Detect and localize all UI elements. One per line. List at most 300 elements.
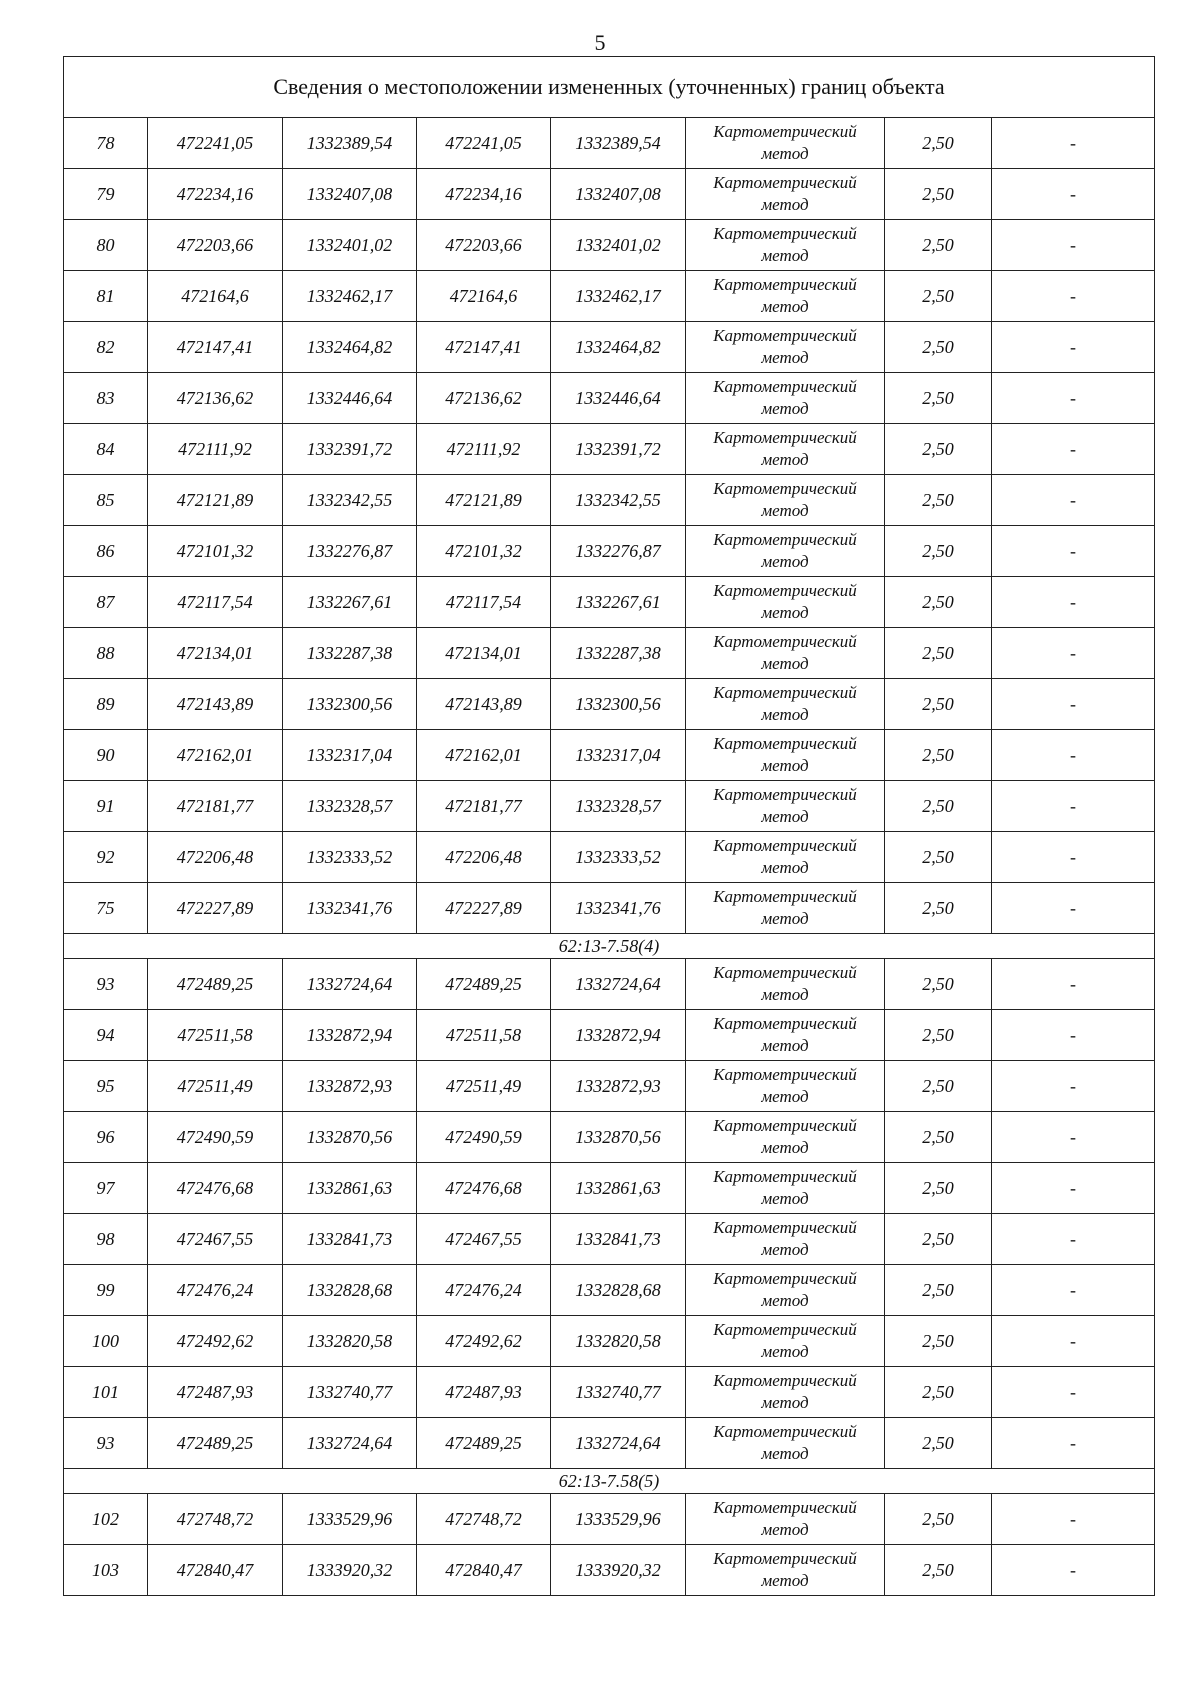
note-cell: - [992, 169, 1155, 220]
new-y-cell: 1332341,76 [551, 883, 686, 934]
method-cell [686, 220, 885, 271]
old-y-cell: 1332462,17 [283, 271, 417, 322]
old-x-cell: 472467,55 [148, 1214, 283, 1265]
old-y-cell: 1332389,54 [283, 118, 417, 169]
old-y-cell: 1332724,64 [283, 959, 417, 1010]
table-row [64, 526, 1155, 577]
method-line1: Картометрический [713, 479, 857, 498]
old-y-cell: 1332300,56 [283, 679, 417, 730]
method-line2: метод [761, 348, 809, 367]
old-x-cell: 472511,49 [148, 1061, 283, 1112]
new-y-cell: 1332820,58 [551, 1316, 686, 1367]
point-number-cell: 78 [64, 118, 148, 169]
method-line2: метод [761, 399, 809, 418]
old-x-cell: 472489,25 [148, 1418, 283, 1469]
note-cell: - [992, 781, 1155, 832]
method-line2: метод [761, 1444, 809, 1463]
new-y-cell: 1332328,57 [551, 781, 686, 832]
accuracy-cell: 2,50 [885, 679, 992, 730]
method-cell [686, 730, 885, 781]
point-number-cell: 89 [64, 679, 148, 730]
method-line1: Картометрический [713, 122, 857, 141]
accuracy-cell: 2,50 [885, 781, 992, 832]
new-y-cell: 1332464,82 [551, 322, 686, 373]
method-line2: метод [761, 1189, 809, 1208]
method-cell [686, 475, 885, 526]
method-cell [686, 1367, 885, 1418]
accuracy-cell: 2,50 [885, 1265, 992, 1316]
accuracy-cell: 2,50 [885, 832, 992, 883]
method-line1: Картометрический [713, 734, 857, 753]
method-line2: метод [761, 1138, 809, 1157]
new-y-cell: 1332724,64 [551, 959, 686, 1010]
new-x-cell: 472121,89 [417, 475, 551, 526]
accuracy-cell: 2,50 [885, 118, 992, 169]
old-x-cell: 472206,48 [148, 832, 283, 883]
old-x-cell: 472121,89 [148, 475, 283, 526]
new-y-cell: 1332401,02 [551, 220, 686, 271]
note-cell: - [992, 1163, 1155, 1214]
point-number-cell: 102 [64, 1494, 148, 1545]
accuracy-cell: 2,50 [885, 322, 992, 373]
boundary-coordinates-table [63, 56, 1155, 1596]
note-cell: - [992, 1367, 1155, 1418]
table-row [64, 475, 1155, 526]
method-cell [686, 169, 885, 220]
old-x-cell: 472162,01 [148, 730, 283, 781]
new-y-cell: 1332333,52 [551, 832, 686, 883]
table-row [64, 1418, 1155, 1469]
old-y-cell: 1332872,94 [283, 1010, 417, 1061]
accuracy-cell: 2,50 [885, 1418, 992, 1469]
method-line2: метод [761, 1240, 809, 1259]
new-y-cell: 1332446,64 [551, 373, 686, 424]
old-x-cell: 472476,24 [148, 1265, 283, 1316]
accuracy-cell: 2,50 [885, 169, 992, 220]
method-line1: Картометрический [713, 785, 857, 804]
old-y-cell: 1332342,55 [283, 475, 417, 526]
accuracy-cell: 2,50 [885, 271, 992, 322]
old-x-cell: 472117,54 [148, 577, 283, 628]
accuracy-cell: 2,50 [885, 1010, 992, 1061]
point-number-cell: 88 [64, 628, 148, 679]
new-x-cell: 472164,6 [417, 271, 551, 322]
old-y-cell: 1332391,72 [283, 424, 417, 475]
new-x-cell: 472162,01 [417, 730, 551, 781]
point-number-cell: 90 [64, 730, 148, 781]
section-label: 62:13-7.58(5) [64, 1469, 1155, 1494]
accuracy-cell: 2,50 [885, 1214, 992, 1265]
table-row [64, 883, 1155, 934]
method-cell [686, 679, 885, 730]
method-line1: Картометрический [713, 1116, 857, 1135]
accuracy-cell: 2,50 [885, 373, 992, 424]
new-x-cell: 472490,59 [417, 1112, 551, 1163]
method-line2: метод [761, 297, 809, 316]
method-line1: Картометрический [713, 963, 857, 982]
method-cell [686, 526, 885, 577]
point-number-cell: 101 [64, 1367, 148, 1418]
new-x-cell: 472489,25 [417, 1418, 551, 1469]
old-y-cell: 1332276,87 [283, 526, 417, 577]
new-y-cell: 1332870,56 [551, 1112, 686, 1163]
new-y-cell: 1332389,54 [551, 118, 686, 169]
old-x-cell: 472227,89 [148, 883, 283, 934]
accuracy-cell: 2,50 [885, 730, 992, 781]
note-cell: - [992, 1112, 1155, 1163]
table-row [64, 169, 1155, 220]
old-y-cell: 1333920,32 [283, 1545, 417, 1596]
note-cell: - [992, 959, 1155, 1010]
method-line2: метод [761, 1393, 809, 1412]
note-cell: - [992, 526, 1155, 577]
table-row [64, 220, 1155, 271]
new-x-cell: 472241,05 [417, 118, 551, 169]
point-number-cell: 95 [64, 1061, 148, 1112]
new-x-cell: 472147,41 [417, 322, 551, 373]
old-x-cell: 472234,16 [148, 169, 283, 220]
table-row [64, 118, 1155, 169]
old-y-cell: 1332401,02 [283, 220, 417, 271]
method-line1: Картометрический [713, 326, 857, 345]
method-line1: Картометрический [713, 836, 857, 855]
old-x-cell: 472143,89 [148, 679, 283, 730]
accuracy-cell: 2,50 [885, 1367, 992, 1418]
method-line1: Картометрический [713, 1269, 857, 1288]
old-x-cell: 472181,77 [148, 781, 283, 832]
accuracy-cell: 2,50 [885, 1494, 992, 1545]
method-cell [686, 1163, 885, 1214]
new-x-cell: 472117,54 [417, 577, 551, 628]
old-y-cell: 1332333,52 [283, 832, 417, 883]
method-line1: Картометрический [713, 377, 857, 396]
new-y-cell: 1332828,68 [551, 1265, 686, 1316]
new-x-cell: 472234,16 [417, 169, 551, 220]
old-y-cell: 1332870,56 [283, 1112, 417, 1163]
note-cell: - [992, 1265, 1155, 1316]
new-x-cell: 472489,25 [417, 959, 551, 1010]
table-row [64, 1316, 1155, 1367]
boundary-table-container [63, 56, 1154, 1596]
new-y-cell: 1333920,32 [551, 1545, 686, 1596]
accuracy-cell: 2,50 [885, 883, 992, 934]
old-x-cell: 472136,62 [148, 373, 283, 424]
new-x-cell: 472840,47 [417, 1545, 551, 1596]
point-number-cell: 96 [64, 1112, 148, 1163]
method-line2: метод [761, 144, 809, 163]
old-y-cell: 1332317,04 [283, 730, 417, 781]
table-row [64, 730, 1155, 781]
accuracy-cell: 2,50 [885, 220, 992, 271]
old-y-cell: 1332287,38 [283, 628, 417, 679]
accuracy-cell: 2,50 [885, 475, 992, 526]
old-x-cell: 472203,66 [148, 220, 283, 271]
method-cell [686, 781, 885, 832]
new-y-cell: 1332287,38 [551, 628, 686, 679]
accuracy-cell: 2,50 [885, 959, 992, 1010]
point-number-cell: 100 [64, 1316, 148, 1367]
new-y-cell: 1332276,87 [551, 526, 686, 577]
new-x-cell: 472206,48 [417, 832, 551, 883]
section-label: 62:13-7.58(4) [64, 934, 1155, 959]
method-line2: метод [761, 909, 809, 928]
point-number-cell: 84 [64, 424, 148, 475]
new-x-cell: 472511,58 [417, 1010, 551, 1061]
point-number-cell: 80 [64, 220, 148, 271]
method-line1: Картометрический [713, 887, 857, 906]
method-line1: Картометрический [713, 1014, 857, 1033]
method-line1: Картометрический [713, 275, 857, 294]
old-x-cell: 472489,25 [148, 959, 283, 1010]
note-cell: - [992, 679, 1155, 730]
new-x-cell: 472111,92 [417, 424, 551, 475]
new-y-cell: 1332407,08 [551, 169, 686, 220]
accuracy-cell: 2,50 [885, 424, 992, 475]
point-number-cell: 103 [64, 1545, 148, 1596]
table-row [64, 1367, 1155, 1418]
method-cell [686, 1214, 885, 1265]
method-line2: метод [761, 195, 809, 214]
new-y-cell: 1332841,73 [551, 1214, 686, 1265]
method-line1: Картометрический [713, 1320, 857, 1339]
note-cell: - [992, 1010, 1155, 1061]
old-y-cell: 1332724,64 [283, 1418, 417, 1469]
accuracy-cell: 2,50 [885, 577, 992, 628]
table-row [64, 832, 1155, 883]
old-x-cell: 472241,05 [148, 118, 283, 169]
accuracy-cell: 2,50 [885, 1316, 992, 1367]
method-line1: Картометрический [713, 683, 857, 702]
method-line2: метод [761, 807, 809, 826]
old-y-cell: 1332828,68 [283, 1265, 417, 1316]
new-x-cell: 472476,24 [417, 1265, 551, 1316]
method-line2: метод [761, 1087, 809, 1106]
old-y-cell: 1332841,73 [283, 1214, 417, 1265]
table-row [64, 679, 1155, 730]
accuracy-cell: 2,50 [885, 1545, 992, 1596]
old-y-cell: 1332328,57 [283, 781, 417, 832]
method-line2: метод [761, 985, 809, 1004]
old-x-cell: 472101,32 [148, 526, 283, 577]
point-number-cell: 91 [64, 781, 148, 832]
note-cell: - [992, 1316, 1155, 1367]
new-y-cell: 1332740,77 [551, 1367, 686, 1418]
old-y-cell: 1332872,93 [283, 1061, 417, 1112]
method-cell [686, 1265, 885, 1316]
note-cell: - [992, 373, 1155, 424]
note-cell: - [992, 322, 1155, 373]
section-row [64, 934, 1155, 959]
old-y-cell: 1332341,76 [283, 883, 417, 934]
method-line2: метод [761, 654, 809, 673]
method-cell [686, 1545, 885, 1596]
point-number-cell: 85 [64, 475, 148, 526]
method-cell [686, 1112, 885, 1163]
method-cell [686, 271, 885, 322]
new-y-cell: 1332391,72 [551, 424, 686, 475]
method-line1: Картометрический [713, 1422, 857, 1441]
table-row [64, 1545, 1155, 1596]
point-number-cell: 87 [64, 577, 148, 628]
method-line1: Картометрический [713, 428, 857, 447]
table-row [64, 1112, 1155, 1163]
new-x-cell: 472511,49 [417, 1061, 551, 1112]
note-cell: - [992, 1494, 1155, 1545]
old-x-cell: 472147,41 [148, 322, 283, 373]
point-number-cell: 79 [64, 169, 148, 220]
point-number-cell: 83 [64, 373, 148, 424]
note-cell: - [992, 271, 1155, 322]
method-line2: метод [761, 1342, 809, 1361]
new-x-cell: 472487,93 [417, 1367, 551, 1418]
old-y-cell: 1332267,61 [283, 577, 417, 628]
method-line1: Картометрический [713, 224, 857, 243]
table-row [64, 1163, 1155, 1214]
new-y-cell: 1332872,93 [551, 1061, 686, 1112]
method-line1: Картометрический [713, 1218, 857, 1237]
new-y-cell: 1332300,56 [551, 679, 686, 730]
table-row [64, 1061, 1155, 1112]
method-line2: метод [761, 552, 809, 571]
new-x-cell: 472143,89 [417, 679, 551, 730]
new-x-cell: 472203,66 [417, 220, 551, 271]
point-number-cell: 92 [64, 832, 148, 883]
table-row [64, 1214, 1155, 1265]
method-line2: метод [761, 450, 809, 469]
old-x-cell: 472748,72 [148, 1494, 283, 1545]
old-x-cell: 472487,93 [148, 1367, 283, 1418]
accuracy-cell: 2,50 [885, 1061, 992, 1112]
old-y-cell: 1332446,64 [283, 373, 417, 424]
table-row [64, 1494, 1155, 1545]
method-line2: метод [761, 1520, 809, 1539]
note-cell: - [992, 1214, 1155, 1265]
point-number-cell: 75 [64, 883, 148, 934]
method-cell [686, 424, 885, 475]
table-row [64, 424, 1155, 475]
section-row [64, 1469, 1155, 1494]
method-line2: метод [761, 246, 809, 265]
method-line1: Картометрический [713, 1167, 857, 1186]
method-line1: Картометрический [713, 173, 857, 192]
new-y-cell: 1332872,94 [551, 1010, 686, 1061]
old-x-cell: 472164,6 [148, 271, 283, 322]
new-y-cell: 1332317,04 [551, 730, 686, 781]
point-number-cell: 99 [64, 1265, 148, 1316]
method-line1: Картометрический [713, 530, 857, 549]
new-x-cell: 472748,72 [417, 1494, 551, 1545]
method-line1: Картометрический [713, 632, 857, 651]
table-row [64, 781, 1155, 832]
new-y-cell: 1332724,64 [551, 1418, 686, 1469]
method-cell [686, 628, 885, 679]
page-number: 5 [594, 30, 606, 55]
point-number-cell: 93 [64, 1418, 148, 1469]
method-line2: метод [761, 858, 809, 877]
method-cell [686, 959, 885, 1010]
old-x-cell: 472111,92 [148, 424, 283, 475]
new-x-cell: 472467,55 [417, 1214, 551, 1265]
new-x-cell: 472492,62 [417, 1316, 551, 1367]
note-cell: - [992, 832, 1155, 883]
method-cell [686, 373, 885, 424]
new-x-cell: 472101,32 [417, 526, 551, 577]
method-cell [686, 1494, 885, 1545]
method-cell [686, 577, 885, 628]
old-y-cell: 1333529,96 [283, 1494, 417, 1545]
accuracy-cell: 2,50 [885, 1112, 992, 1163]
method-line1: Картометрический [713, 1065, 857, 1084]
point-number-cell: 97 [64, 1163, 148, 1214]
old-x-cell: 472490,59 [148, 1112, 283, 1163]
method-line2: метод [761, 1291, 809, 1310]
old-y-cell: 1332464,82 [283, 322, 417, 373]
old-x-cell: 472840,47 [148, 1545, 283, 1596]
new-x-cell: 472134,01 [417, 628, 551, 679]
method-line2: метод [761, 705, 809, 724]
note-cell: - [992, 628, 1155, 679]
table-row [64, 1010, 1155, 1061]
method-cell [686, 118, 885, 169]
table-row [64, 959, 1155, 1010]
note-cell: - [992, 424, 1155, 475]
accuracy-cell: 2,50 [885, 526, 992, 577]
method-line2: метод [761, 501, 809, 520]
note-cell: - [992, 118, 1155, 169]
old-x-cell: 472134,01 [148, 628, 283, 679]
table-row [64, 271, 1155, 322]
point-number-cell: 81 [64, 271, 148, 322]
table-title: Сведения о местоположении измененных (уточненных) границ объекта [64, 57, 1155, 118]
point-number-cell: 82 [64, 322, 148, 373]
method-cell [686, 1061, 885, 1112]
old-x-cell: 472511,58 [148, 1010, 283, 1061]
new-y-cell: 1332462,17 [551, 271, 686, 322]
new-y-cell: 1332267,61 [551, 577, 686, 628]
method-line1: Картометрический [713, 581, 857, 600]
new-y-cell: 1333529,96 [551, 1494, 686, 1545]
method-cell [686, 322, 885, 373]
old-y-cell: 1332820,58 [283, 1316, 417, 1367]
method-cell [686, 1010, 885, 1061]
note-cell: - [992, 1545, 1155, 1596]
table-body [64, 57, 1155, 1596]
point-number-cell: 86 [64, 526, 148, 577]
accuracy-cell: 2,50 [885, 628, 992, 679]
old-y-cell: 1332407,08 [283, 169, 417, 220]
method-line2: метод [761, 603, 809, 622]
method-line1: Картометрический [713, 1498, 857, 1517]
new-x-cell: 472136,62 [417, 373, 551, 424]
method-cell [686, 1418, 885, 1469]
point-number-cell: 94 [64, 1010, 148, 1061]
table-row [64, 322, 1155, 373]
method-line2: метод [761, 1571, 809, 1590]
point-number-cell: 98 [64, 1214, 148, 1265]
old-x-cell: 472492,62 [148, 1316, 283, 1367]
method-cell [686, 832, 885, 883]
new-x-cell: 472476,68 [417, 1163, 551, 1214]
method-line2: метод [761, 1036, 809, 1055]
old-y-cell: 1332861,63 [283, 1163, 417, 1214]
note-cell: - [992, 883, 1155, 934]
new-x-cell: 472227,89 [417, 883, 551, 934]
old-x-cell: 472476,68 [148, 1163, 283, 1214]
note-cell: - [992, 220, 1155, 271]
note-cell: - [992, 1061, 1155, 1112]
method-cell [686, 883, 885, 934]
note-cell: - [992, 730, 1155, 781]
